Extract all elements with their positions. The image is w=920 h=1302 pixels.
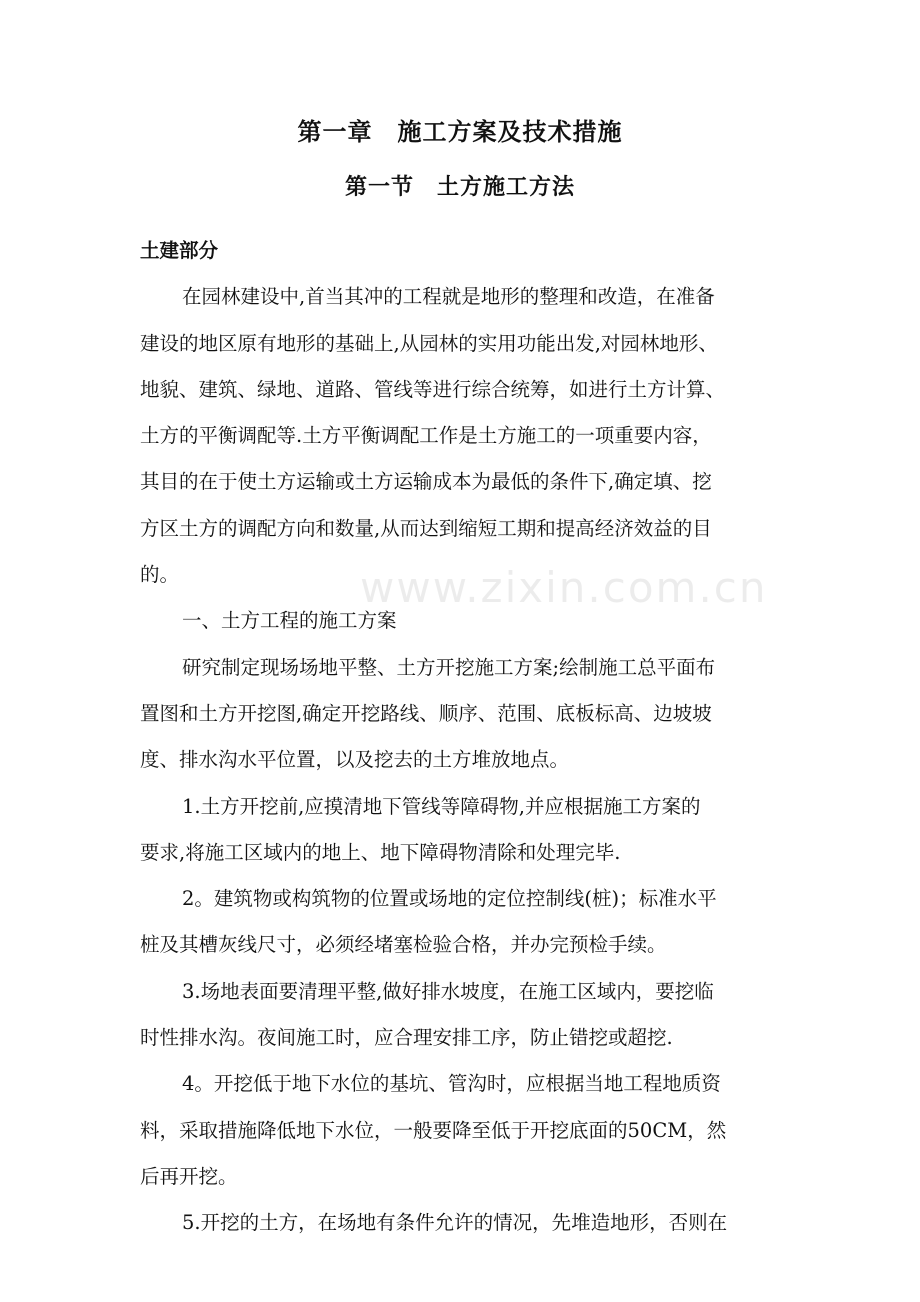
list-item-line: 后再开挖。 [140, 1164, 238, 1188]
paragraph-line: 土方的平衡调配等.土方平衡调配工作是土方施工的一项重要内容， [140, 424, 712, 448]
list-item-line: 1.土方开挖前,应摸清地下管线等障碍物,并应根据施工方案的 [182, 794, 701, 818]
paragraph-line: 置图和土方开挖图,确定开挖路线、顺序、范围、底板标高、边坡坡 [140, 701, 712, 725]
list-item-line: 桩及其槽灰线尺寸，必须经堵塞检验合格，并办完预检手续。 [140, 933, 667, 957]
paragraph-line: 研究制定现场场地平整、土方开挖施工方案;绘制施工总平面布 [182, 655, 716, 679]
watermark: www.zixin.com.cn [360, 563, 768, 612]
paragraph-line: 在园林建设中,首当其冲的工程就是地形的整理和改造，在准备 [182, 285, 715, 309]
paragraph-line: 度、排水沟水平位置，以及挖去的土方堆放地点。 [140, 748, 570, 772]
paragraph-line: 其目的在于使土方运输或土方运输成本为最低的条件下,确定填、挖 [140, 470, 712, 494]
list-item-line: 2。建筑物或构筑物的位置或场地的定位控制线(桩)；标准水平 [182, 887, 717, 911]
list-item-line: 5.开挖的土方，在场地有条件允许的情况，先堆造地形，否则在 [182, 1211, 728, 1235]
paragraph-line: 的。 [140, 563, 180, 587]
paragraph-line: 地貌、建筑、绿地、道路、管线等进行综合统筹，如进行土方计算、 [140, 377, 726, 401]
list-item-line: 要求,将施工区域内的地上、地下障碍物清除和处理完毕. [140, 840, 621, 864]
list-item-line: 料，采取措施降低地下水位，一般要降至低于开挖底面的50CM，然 [140, 1118, 727, 1142]
section-title: 第一节 土方施工方法 [344, 174, 575, 200]
list-item-line: 时性排水沟。夜间施工时，应合理安排工序，防止错挖或超挖. [140, 1026, 673, 1050]
list-item-line: 3.场地表面要清理平整,做好排水坡度，在施工区域内，要挖临 [182, 979, 714, 1003]
list-heading: 一、土方工程的施工方案 [182, 609, 397, 633]
list-item-line: 4。开挖低于地下水位的基坑、管沟时，应根据当地工程地质资 [182, 1072, 721, 1096]
document-body [140, 228, 790, 1247]
paragraph-line: 方区土方的调配方向和数量,从而达到缩短工期和提高经济效益的目 [140, 516, 712, 540]
paragraph-line: 建设的地区原有地形的基础上,从园林的实用功能出发,对园林地形、 [140, 331, 718, 355]
chapter-title: 第一章 施工方案及技术措施 [297, 117, 623, 146]
subheading: 土建部分 [140, 239, 219, 262]
